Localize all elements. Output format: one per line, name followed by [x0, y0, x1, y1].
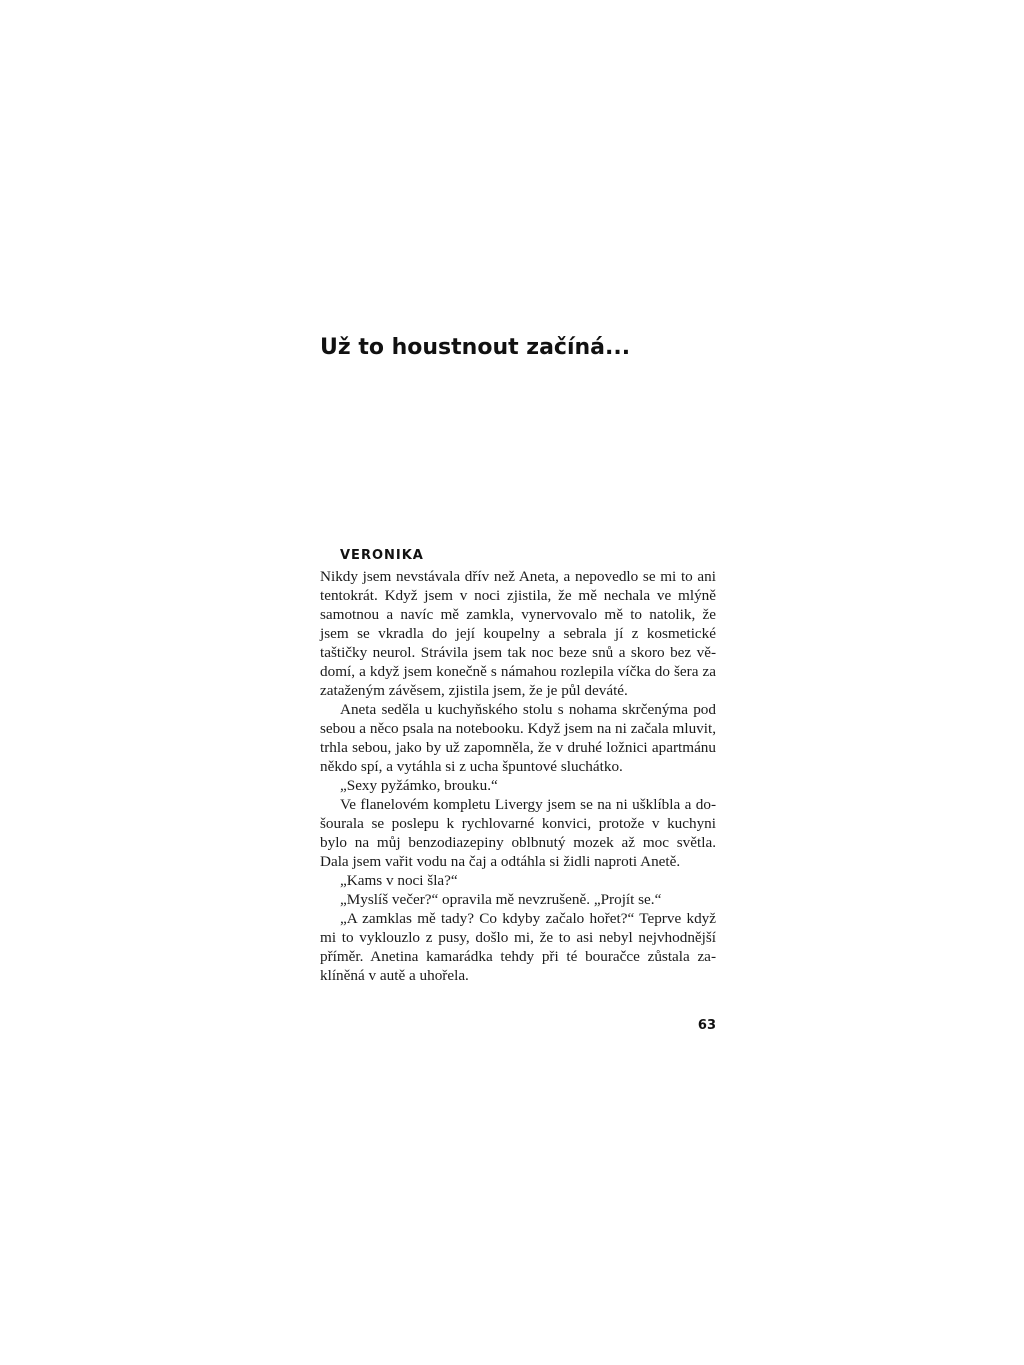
- dialogue-line: „Kams v noci šla?“: [340, 872, 458, 889]
- paragraph: Ve flanelovém kompletu Livergy jsem se na ni ušklíbla a došourala se poslepu k rychlovarné konvici, protože v kuchyni bylo na můj benzodiazepiny oblbnutý mozek až moc světla. Dala jsem vařit vodu na čaj a odtáhla si židli naproti Anetě.: [320, 796, 716, 870]
- chapter-title: Už to houstnout začíná...: [320, 335, 631, 360]
- body-text: [320, 545, 716, 985]
- dialogue-line: „Myslíš večer?“ opravila mě nevzrušeně. „Projít se.“: [340, 891, 662, 908]
- dialogue-line: „Sexy pyžámko, brouku.“: [340, 777, 498, 794]
- paragraph: Nikdy jsem nevstávala dřív než Aneta, a nepovedlo se mi to ani tentokrát. Když jsem v noci zjistila, že mě nechala ve mlýně samotnou a navíc mě zamkla, vynervovalo mě to natolik, že jsem se vkradla do její koupelny a sebrala jí z kosmetické taštičky neurol. Strávila jsem tak noc beze snů a skoro bez vědomí, a když jsem konečně s námahou rozlepila víčka do šera za zataženým závěsem, zjistila jsem, že je půl deváté.: [320, 568, 716, 699]
- paragraph: „A zamklas mě tady? Co kdyby začalo hořet?“ Teprve když mi to vyklouzlo z pusy, došlo mi, že to asi nebyl nejvhodnější příměr. Anetina kamarádka tehdy při té bouračce zůstala zaklíněná v autě a uhořela.: [320, 910, 716, 984]
- paragraph: Aneta seděla u kuchyňského stolu s nohama skrčenýma pod sebou a něco psala na notebooku. Když jsem na ni začala mluvit, trhla sebou, jako by už zapomněla, že v druhé ložnici apartmánu někdo spí, a vytáhla si z ucha špuntové sluchátko.: [320, 701, 716, 775]
- section-heading: VERONIKA: [340, 548, 424, 563]
- page-number: 63: [697, 1018, 716, 1033]
